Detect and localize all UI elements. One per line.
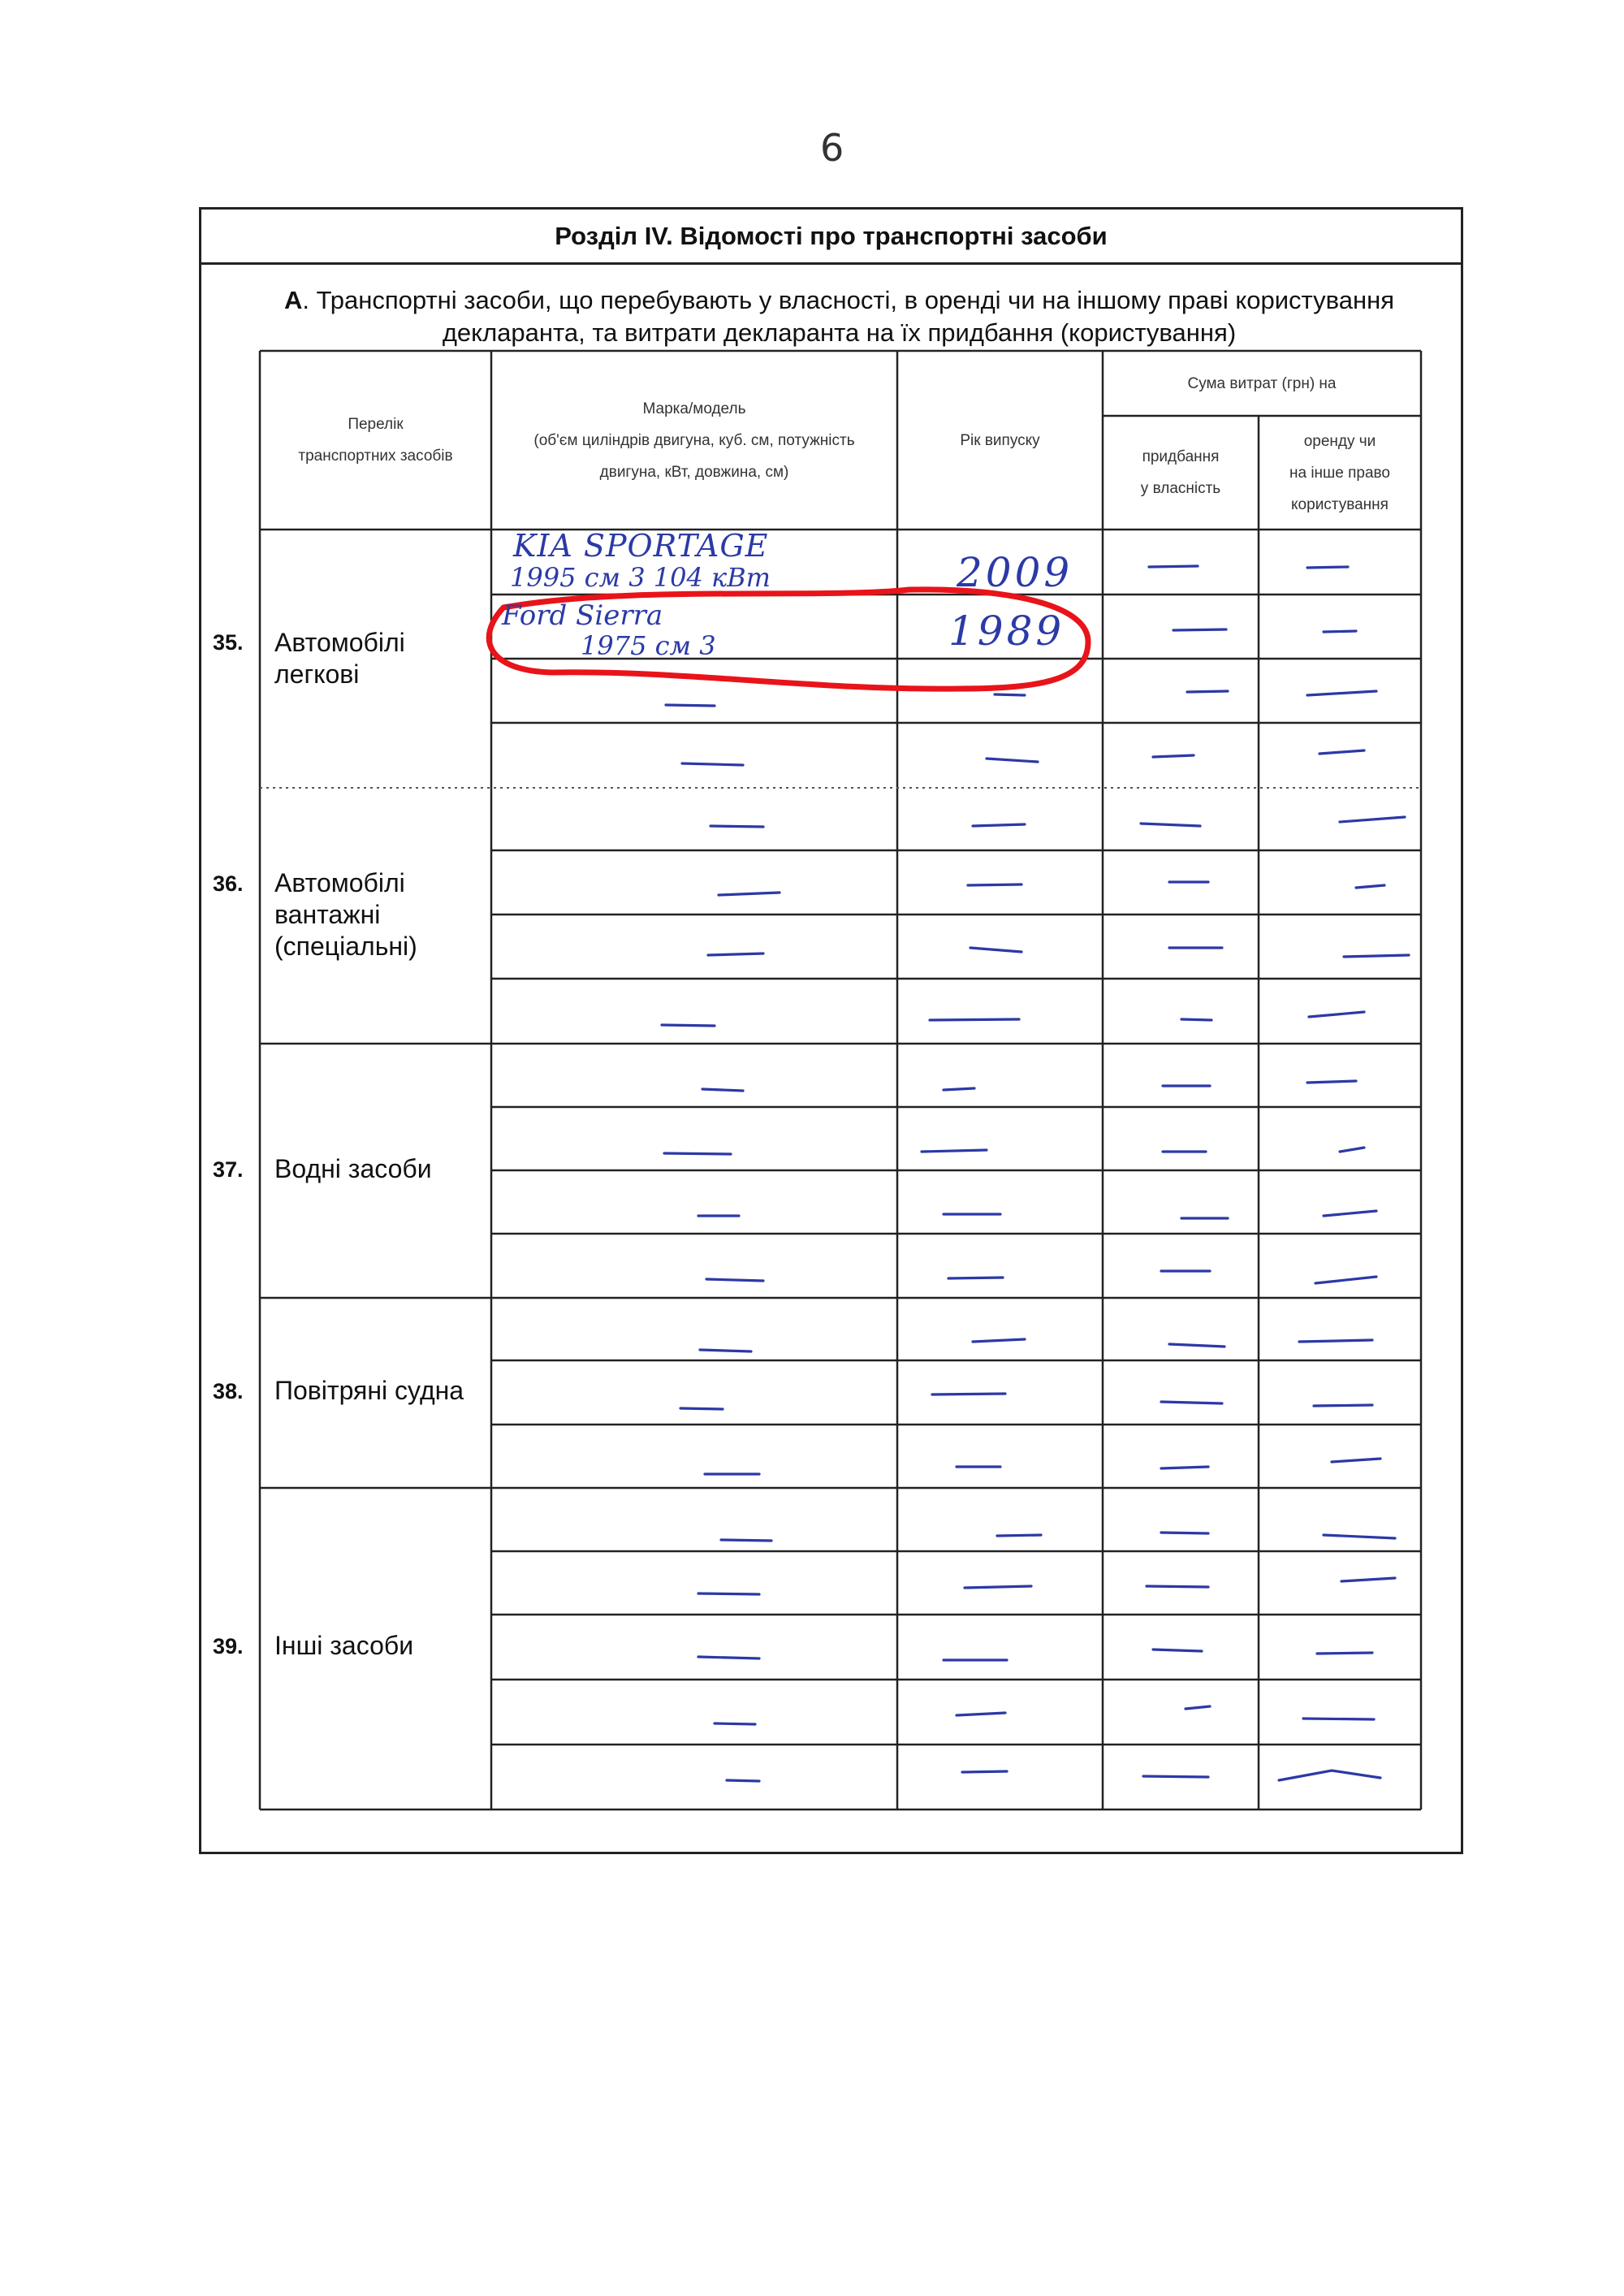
col-header-expenses-group <box>1103 351 1421 416</box>
group-label-other <box>274 1630 413 1662</box>
entry-2-model-line1: Ford Sierra <box>502 599 663 632</box>
group-label-water-line1: Водні засоби <box>274 1154 432 1183</box>
group-label-cars <box>274 627 405 690</box>
col-header-vehicles-line1: Перелік <box>348 416 404 433</box>
col-header-purchase-line2: у власність <box>1140 480 1221 497</box>
entry-1-year: 2009 <box>957 549 1073 596</box>
group-label-cars-line2: легкові <box>274 659 360 689</box>
col-header-year <box>897 351 1103 530</box>
col-header-expenses-label: Сума витрат (грн) на <box>1187 374 1337 392</box>
col-header-rent-line1: оренду чи <box>1303 432 1376 450</box>
col-header-rent <box>1259 416 1421 530</box>
col-header-purchase-line1: придбання <box>1142 448 1220 465</box>
section-title: Розділ IV. Відомості про транспортні засоби <box>201 210 1461 265</box>
subsection-text-line1: . Транспортні засоби, що перебувають у власності, в оренді чи на іншому праві користування <box>302 286 1394 314</box>
group-number-38: 38. <box>213 1379 244 1403</box>
entry-1-model-line1: KIA SPORTAGE <box>513 528 769 564</box>
group-label-other-line1: Інші засоби <box>274 1631 414 1660</box>
col-header-vehicles-line2: транспортних засобів <box>298 448 453 465</box>
group-label-air <box>274 1375 464 1407</box>
col-header-vehicles <box>260 351 491 530</box>
entry-2-year: 1989 <box>948 608 1065 655</box>
col-header-model-line3: двигуна, кВт, довжина, см) <box>599 463 789 481</box>
group-number-35: 35. <box>213 630 244 655</box>
subsection-text-line2: декларанта, та витрати декларанта на їх придбання (користування) <box>442 318 1237 347</box>
col-header-rent-line3: користування <box>1291 495 1389 513</box>
group-label-air-line1: Повітряні судна <box>274 1376 464 1405</box>
group-label-trucks <box>274 867 417 962</box>
group-number-39: 39. <box>213 1634 244 1658</box>
group-label-trucks-line2: вантажні <box>274 900 381 929</box>
subsection-letter: А <box>283 286 303 314</box>
col-header-purchase <box>1103 416 1259 530</box>
page-number: 6 <box>820 126 844 170</box>
col-header-rent-line2: на інше право <box>1289 464 1390 482</box>
group-label-trucks-line1: Автомобілі <box>274 868 405 897</box>
col-header-model-line2: (об'єм циліндрів двигуна, куб. см, потужність <box>533 431 855 449</box>
group-number-37: 37. <box>213 1157 244 1182</box>
col-header-model-line1: Марка/модель <box>642 400 746 417</box>
col-header-year-label: Рік випуску <box>960 431 1040 449</box>
group-label-water <box>274 1153 432 1185</box>
entry-2-model-line2: 1975 см 3 <box>581 630 716 661</box>
col-header-model <box>491 351 897 530</box>
group-label-trucks-line3: (спеціальні) <box>274 932 417 961</box>
group-number-36: 36. <box>213 871 244 896</box>
entry-1-model-line2: 1995 см 3 104 кВт <box>510 562 771 593</box>
group-label-cars-line1: Автомобілі <box>274 628 405 657</box>
